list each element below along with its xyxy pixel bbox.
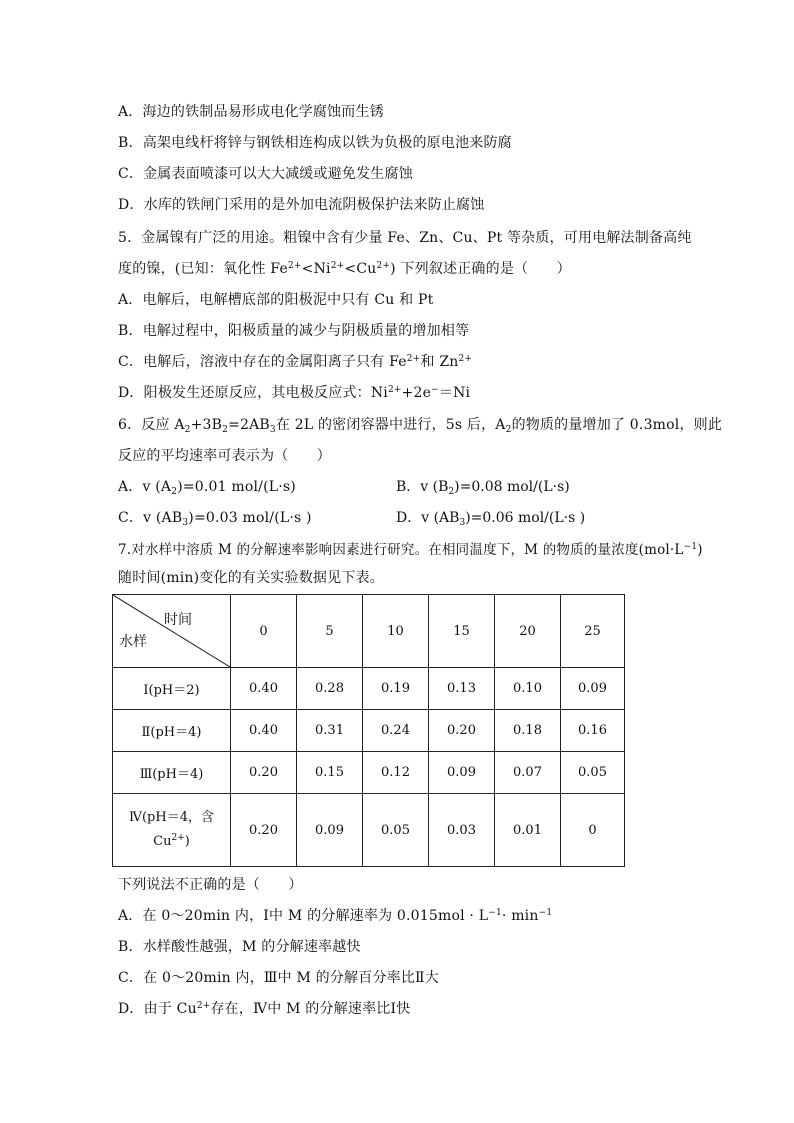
table-cell: 0.20 [231, 752, 297, 794]
row-label: Ⅱ(pH＝4) [113, 710, 231, 752]
table-cell: 0 [561, 794, 625, 867]
time-header-cell: 25 [561, 595, 625, 668]
decomposition-data-table [112, 594, 625, 867]
q5-stem-line2: 度的镍，(已知：氧化性 $Fe^{2+}<Ni^{2+}<Cu^{2+}$) 下列叙述正确的是（ ） [118, 261, 571, 277]
q4-option-b: B．高架电线杆将锌与钢铁相连构成以铁为负极的原电池来防腐 [118, 135, 512, 151]
table-cell: 0.05 [363, 794, 429, 867]
table-cell: 0.16 [561, 710, 625, 752]
table-cell: 0.20 [231, 794, 297, 867]
q6-stem-line1: 6．反应 $A_2+3B_2=2AB_3$在 2L 的密闭容器中进行，5s 后，$A_2$的物质的量增加了 0.3mol，则此 [118, 417, 723, 435]
header-sample-label: 水样 [119, 634, 147, 650]
q7-option-c: C．在 0～20min 内，Ⅲ中 M 的分解百分率比Ⅱ大 [118, 970, 439, 986]
table-cell: 0.31 [297, 710, 363, 752]
table-cell: 0.28 [297, 668, 363, 710]
row-label: Ⅰ(pH＝2) [113, 668, 231, 710]
q6-option-a: A．v $(A_2)=0.01$ mol/(L·s) [118, 479, 296, 497]
table-cell: 0.40 [231, 668, 297, 710]
table-row [113, 710, 625, 752]
q5-option-c: C．电解后，溶液中存在的金属阳离子只有 $Fe^{2+}$和 $Zn^{2+}$ [118, 354, 473, 370]
table-row [113, 752, 625, 794]
q7-option-b: B．水样酸性越强，M 的分解速率越快 [118, 939, 361, 955]
time-header-cell: 20 [495, 595, 561, 668]
q7-stem-line1: 7.对水样中溶质 M 的分解速率影响因素进行研究。在相同温度下，M 的物质的量浓度$(mol\cdot L^{-1})$ [118, 542, 703, 558]
table-cell: 0.07 [495, 752, 561, 794]
q7-stem-line2: 随时间(min)变化的有关实验数据见下表。 [118, 570, 384, 586]
q6-stem-line2: 反应的平均速率可表示为（ ） [118, 448, 331, 464]
table-cell: 0.18 [495, 710, 561, 752]
q6-option-c: C．v $(AB_3)=0.03$ mol/(L·s ) [118, 510, 312, 528]
row-label: Ⅲ(pH＝4) [113, 752, 231, 794]
q5-option-b: B．电解过程中，阳极质量的减少与阴极质量的增加相等 [118, 323, 470, 339]
q5-option-d: D．阳极发生还原反应，其电极反应式：$Ni^{2+}+2e^-=Ni$ [118, 385, 471, 401]
q4-option-d: D．水库的铁闸门采用的是外加电流阴极保护法来防止腐蚀 [118, 197, 485, 213]
table-cell: 0.10 [495, 668, 561, 710]
q7-question: 下列说法不正确的是（ ） [118, 877, 303, 893]
q7-option-a: A．在 0～20min 内，Ⅰ中 M 的分解速率为 $0.015mol \cdot L^{-1}\cdot \min^{-1}$ [118, 908, 553, 924]
header-time-label: 时间 [164, 612, 192, 628]
row-label: Ⅳ(pH＝4，含 $Cu^{2+}$) [113, 794, 231, 867]
table-row [113, 794, 625, 867]
table-cell: 0.09 [297, 794, 363, 867]
time-header-cell: 10 [363, 595, 429, 668]
table-cell: 0.09 [561, 668, 625, 710]
time-header-cell: 5 [297, 595, 363, 668]
table-cell: 0.09 [429, 752, 495, 794]
q4-option-a: A．海边的铁制品易形成电化学腐蚀而生锈 [118, 104, 384, 120]
time-header-cell: 0 [231, 595, 297, 668]
q5-stem-line1: 5．金属镍有广泛的用途。粗镍中含有少量 Fe、Zn、Cu、Pt 等杂质，可用电解法制备高纯 [118, 230, 692, 246]
table-cell: 0.40 [231, 710, 297, 752]
q6-option-d: D．v $(AB_3)=0.06$ mol/(L·s ) [396, 510, 586, 528]
table-cell: 0.03 [429, 794, 495, 867]
table-cell: 0.20 [429, 710, 495, 752]
q6-option-b: B．v $(B_2)=0.08$ mol/(L·s) [396, 479, 570, 497]
table-cell: 0.15 [297, 752, 363, 794]
q7-option-d: D．由于 $Cu^{2+}$存在，Ⅳ中 M 的分解速率比Ⅰ快 [118, 1001, 411, 1017]
q5-option-a: A．电解后，电解槽底部的阳极泥中只有 Cu 和 Pt [118, 292, 434, 308]
table-row [113, 668, 625, 710]
table-cell: 0.05 [561, 752, 625, 794]
table-cell: 0.24 [363, 710, 429, 752]
table-diagonal-header [113, 595, 231, 668]
table-cell: 0.12 [363, 752, 429, 794]
table-cell: 0.19 [363, 668, 429, 710]
table-cell: 0.13 [429, 668, 495, 710]
table-cell: 0.01 [495, 794, 561, 867]
q4-option-c: C．金属表面喷漆可以大大减缓或避免发生腐蚀 [118, 166, 413, 182]
time-header-cell: 15 [429, 595, 495, 668]
